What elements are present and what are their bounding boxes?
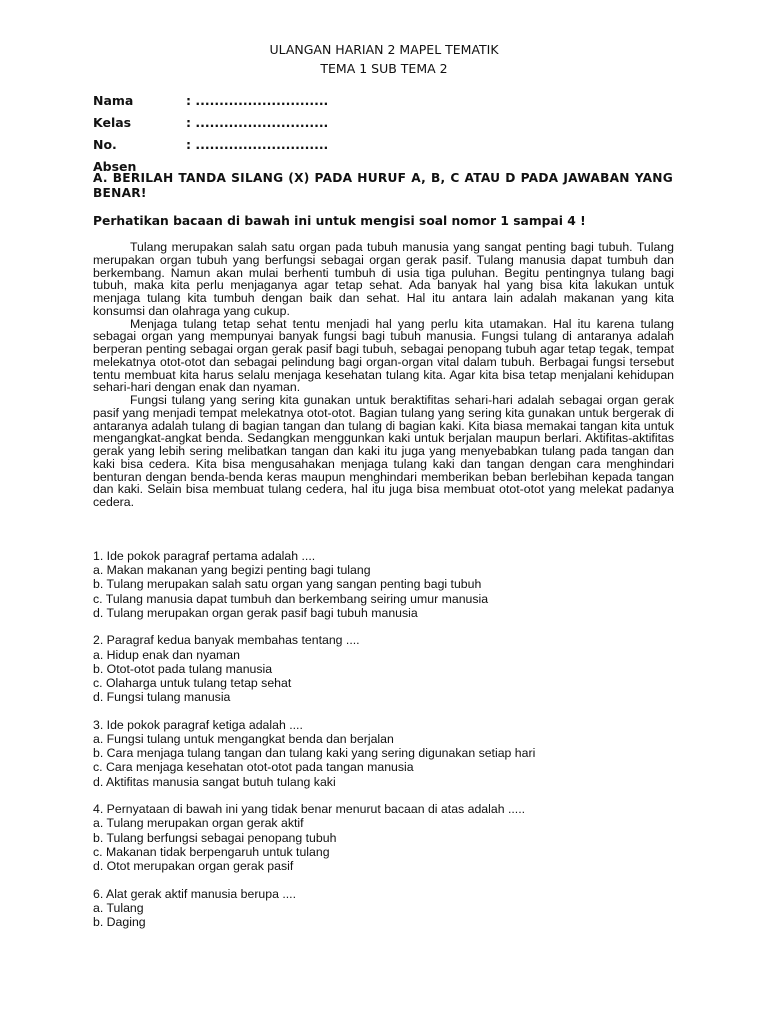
reading-passage	[93, 241, 674, 509]
identity-label: No. Absen	[93, 137, 137, 174]
answer-option: b. Tulang merupakan salah satu organ yang sangan penting bagi tubuh	[93, 577, 482, 592]
reading-instruction: Perhatikan bacaan di bawah ini untuk mengisi soal nomor 1 sampai 4 !	[93, 214, 586, 228]
answer-option: b. Tulang berfungsi sebagai penopang tubuh	[93, 830, 337, 845]
page-title: ULANGAN HARIAN 2 MAPEL TEMATIK	[269, 42, 499, 57]
answer-option: d. Tulang merupakan organ gerak pasif bagi tubuh manusia	[93, 605, 418, 620]
question-item	[93, 802, 673, 873]
reading-paragraph: Tulang merupakan salah satu organ pada tubuh manusia yang sangat penting bagi tubuh. Tulang merupakan organ tubuh yang berfungsi sebagai organ gerak pasif. Tulang manusia dapat tumbuh dan berkembang. Namun akan mulai berhenti tumbuh di usia tiga puluhan. Begitu pentingnya tulang bagi tubuh, maka kita perlu menjaganya agar tetap sehat. Ada banyak hal yang bisa kita lakukan untuk menjaga tulang kita tumbuh dengan baik dan sehat. Hal itu antara lain adalah makanan yang kita konsumsi dan olahraga yang cukup.	[93, 240, 674, 318]
question-stem: 4. Pernyataan di bawah ini yang tidak benar menurut bacaan di atas adalah .....	[93, 802, 526, 817]
question-item	[93, 718, 673, 789]
answer-option: d. Fungsi tulang manusia	[93, 690, 231, 705]
question-item	[93, 633, 673, 704]
identity-blank: : ............................	[186, 115, 329, 130]
answer-option: b. Otot-otot pada tulang manusia	[93, 661, 273, 676]
reading-paragraph: Menjaga tulang tetap sehat tentu menjadi hal yang perlu kita utamakan. Hal itu karena tulang sebagai organ yang mempunyai banyak fungsi bagi tubuh manusia. Fungsi tulang di antaranya adalah berperan penting sebagai organ gerak pasif bagi tubuh, sebagai penopang tubuh agar tetap tegak, tempat melekatnya otot-otot dan sebagai pelindung bagi organ-organ vital dalam tubuh. Berbagai fungsi tersebut tentu membuat kita harus selalu menjaga kesehatan tulang kita. Agar kita bisa tetap menjalani kehidupan sehari-hari dengan enak dan nyaman.	[93, 316, 674, 395]
answer-option: c. Makanan tidak berpengaruh untuk tulang	[93, 844, 330, 859]
question-stem: 1. Ide pokok paragraf pertama adalah ....	[93, 549, 316, 563]
identity-label: Nama	[93, 93, 134, 108]
answer-option: a. Makan makanan yang begizi penting bagi tulang	[93, 563, 371, 578]
reading-paragraph: Fungsi tulang yang sering kita gunakan untuk beraktifitas sehari-hari adalah sebagai organ gerak pasif yang menjadi tempat melekatnya otot-otot. Bagian tulang yang sering kita gunakan untuk bergerak di antaranya adalah tulang di bagian tangan dan tulang di bagian kaki. Kita biasa memakai tangan kita untuk mengangkat-angkat benda. Sedangkan menggunkan kaki untuk berjalan maupun berlari. Aktifitas-aktifitas gerak yang lebih sering melibatkan tangan dan kaki itu juga yang menyebabkan tulang pada tangan dan kaki bisa cedera. Kita bisa mengusahakan menjaga tulang kaki dan tangan dengan cara menghindari benturan dengan benda-benda keras maupun menghindari memberikan beban berlebihan kepada tangan dan kaki. Selain bisa membuat tulang cedera, hal itu juga bisa membuat otot-otot yang melekat padanya cedera.	[93, 393, 674, 509]
answer-option: b. Daging	[93, 915, 146, 930]
question-item	[93, 887, 673, 930]
identity-blank: : ............................	[186, 137, 329, 152]
answer-option: d. Otot merupakan organ gerak pasif	[93, 859, 294, 874]
answer-option: d. Aktifitas manusia sangat butuh tulang kaki	[93, 774, 336, 789]
section-instruction: A. BERILAH TANDA SILANG (X) PADA HURUF A, B, C ATAU D PADA JAWABAN YANG BENAR!	[93, 171, 673, 200]
answer-option: c. Olaharga untuk tulang tetap sehat	[93, 676, 292, 691]
answer-option: c. Tulang manusia dapat tumbuh dan berkembang seiring umur manusia	[93, 591, 489, 606]
question-stem: 6. Alat gerak aktif manusia berupa ....	[93, 886, 297, 901]
answer-option: c. Cara menjaga kesehatan otot-otot pada tangan manusia	[93, 760, 414, 775]
answer-option: b. Cara menjaga tulang tangan dan tulang kaki yang sering digunakan setiap hari	[93, 746, 536, 761]
question-item	[93, 549, 673, 620]
question-stem: 3. Ide pokok paragraf ketiga adalah ....	[93, 717, 303, 732]
identity-label: Kelas	[93, 115, 132, 130]
answer-option: a. Tulang merupakan organ gerak aktif	[93, 816, 304, 831]
page-subtitle: TEMA 1 SUB TEMA 2	[320, 61, 448, 76]
answer-option: a. Tulang	[93, 900, 144, 915]
answer-option: a. Hidup enak dan nyaman	[93, 647, 240, 662]
identity-blank: : ............................	[186, 93, 329, 108]
question-list	[93, 549, 673, 943]
answer-option: a. Fungsi tulang untuk mengangkat benda dan berjalan	[93, 732, 394, 747]
question-stem: 2. Paragraf kedua banyak membahas tentang ....	[93, 633, 360, 648]
